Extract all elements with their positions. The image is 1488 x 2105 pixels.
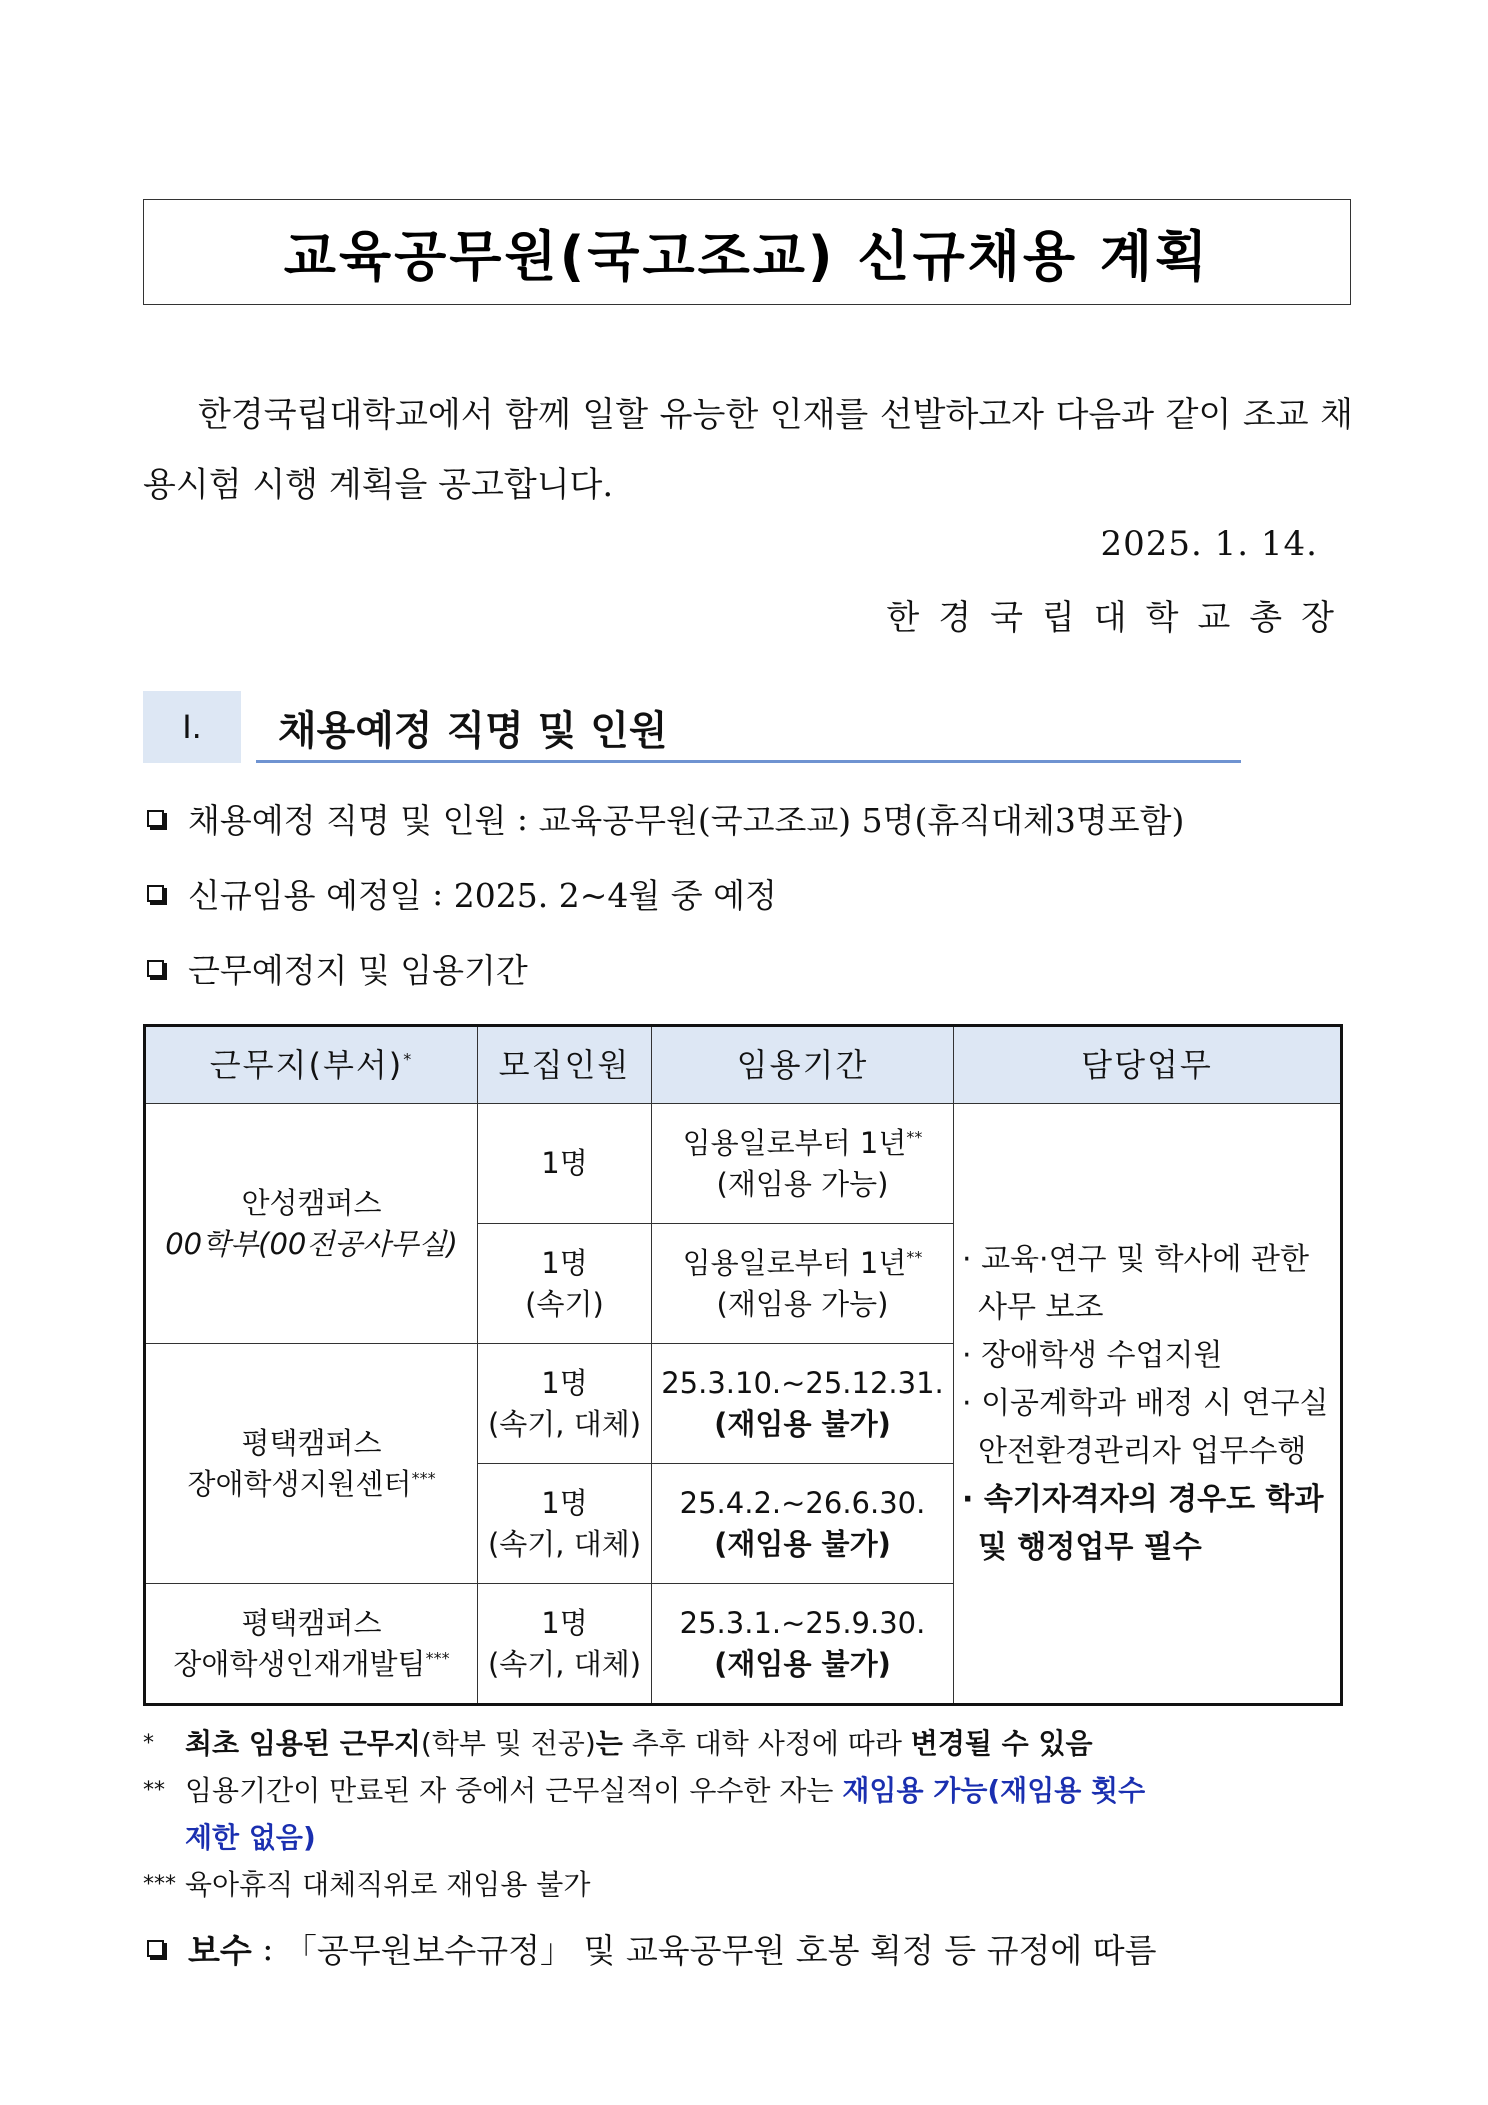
announcement-date: 2025. 1. 14. [1100, 524, 1318, 564]
pay-label: 보수 [188, 1931, 252, 1970]
location-department: 장애학생지원센터 [187, 1466, 412, 1501]
duty-item-cont: 안전환경관리자 업무수행 [978, 1433, 1307, 1469]
location-department: 장애학생인재개발팀 [173, 1646, 426, 1681]
checkbox-bullet-icon [147, 810, 164, 827]
section-heading [143, 691, 1238, 763]
bullet-pay [147, 1925, 1157, 1972]
duty-item-cont: 사무 보조 [978, 1289, 1104, 1325]
count-cell: 1명 [478, 1104, 652, 1224]
intro-block [143, 380, 1353, 520]
footnote-mark: ** [143, 1778, 165, 1803]
bullet-workplace [147, 945, 528, 992]
section-title: 채용예정 직명 및 인원 [278, 708, 668, 754]
period-cell: 임용일로부터 1년** (재임용 가능) [652, 1104, 954, 1224]
document-title: 교육공무원(국고조교) 신규채용 계획 [283, 224, 1211, 288]
header-count: 모집인원 [478, 1026, 652, 1104]
table-header-row [145, 1026, 1342, 1104]
duty-item-strong: · 속기자격자의 경우도 학과 [962, 1481, 1324, 1517]
location-campus: 평택캠퍼스 [241, 1605, 382, 1640]
bullet-separator: : [506, 799, 539, 838]
footnote-3: *** 육아휴직 대체직위로 재임용 불가 [143, 1861, 1348, 1908]
count-cell: 1명 (속기, 대체) [478, 1344, 652, 1464]
issuer: 한경국립대학교총장 [886, 598, 1353, 638]
bullet-value: 2025. 2~4월 중 예정 [453, 876, 777, 915]
period-cell: 25.3.1.~25.9.30. (재임용 불가) [652, 1584, 954, 1705]
count-cell: 1명 (속기) [478, 1224, 652, 1344]
checkbox-bullet-icon [147, 960, 164, 977]
location-cell [145, 1104, 478, 1344]
location-campus: 평택캠퍼스 [241, 1425, 382, 1460]
period-cell: 25.3.10.~25.12.31. (재임용 불가) [652, 1344, 954, 1464]
bullet-start-date [147, 870, 777, 917]
period-cell: 25.4.2.~26.6.30. (재임용 불가) [652, 1464, 954, 1584]
bullet-label: 신규임용 예정일 [188, 876, 422, 915]
checkbox-bullet-icon [147, 1940, 164, 1957]
location-department: 00학부(00전공사무실) [165, 1226, 458, 1261]
section-underline [256, 760, 1241, 763]
bullet-value: 교육공무원(국고조교) 5명(휴직대체3명포함) [538, 801, 1185, 840]
duty-item: · 이공계학과 배정 시 연구실 [962, 1385, 1329, 1421]
section-number: Ⅰ. [143, 691, 241, 763]
duties-cell [954, 1104, 1342, 1705]
bullet-label: 채용예정 직명 및 인원 [188, 801, 507, 840]
period-cell: 임용일로부터 1년** (재임용 가능) [652, 1224, 954, 1344]
recruitment-table [143, 1024, 1343, 1706]
header-period: 임용기간 [652, 1026, 954, 1104]
bullet-label: 근무예정지 및 임용기간 [188, 951, 528, 990]
footnote-mark: *** [143, 1872, 176, 1897]
pay-separator: : [251, 1929, 284, 1968]
bullet-separator: : [421, 874, 454, 913]
bullet-positions [147, 795, 1184, 842]
footnote-2: ** 임용기간이 만료된 자 중에서 근무실적이 우수한 자는 재임용 가능(재임용 횟수 제한 없음) [143, 1767, 1348, 1861]
title-box [143, 199, 1351, 305]
footnote-1: * 최초 임용된 근무지(학부 및 전공)는 추후 대학 사정에 따라 변경될 수 있음 [143, 1720, 1348, 1767]
count-cell: 1명 (속기, 대체) [478, 1584, 652, 1705]
intro-text: 한경국립대학교에서 함께 일할 유능한 인재를 선발하고자 다음과 같이 조교 채용시험 시행 계획을 공고합니다. [143, 395, 1353, 505]
header-location: 근무지(부서)* [145, 1026, 478, 1104]
checkbox-bullet-icon [147, 885, 164, 902]
duty-item-strong-cont: 및 행정업무 필수 [978, 1529, 1202, 1565]
duty-item: · 교육·연구 및 학사에 관한 [962, 1241, 1310, 1277]
count-cell: 1명 (속기, 대체) [478, 1464, 652, 1584]
table-row [145, 1104, 1342, 1224]
location-cell: 평택캠퍼스 장애학생지원센터*** [145, 1344, 478, 1584]
header-duties: 담당업무 [954, 1026, 1342, 1104]
footnote-mark: * [143, 1731, 154, 1756]
pay-value: 「공무원보수규정」 및 교육공무원 호봉 획정 등 규정에 따름 [283, 1931, 1157, 1970]
location-cell: 평택캠퍼스 장애학생인재개발팀*** [145, 1584, 478, 1705]
location-campus: 안성캠퍼스 [241, 1185, 382, 1220]
footnotes [143, 1720, 1348, 1908]
duty-item: · 장애학생 수업지원 [962, 1337, 1223, 1373]
